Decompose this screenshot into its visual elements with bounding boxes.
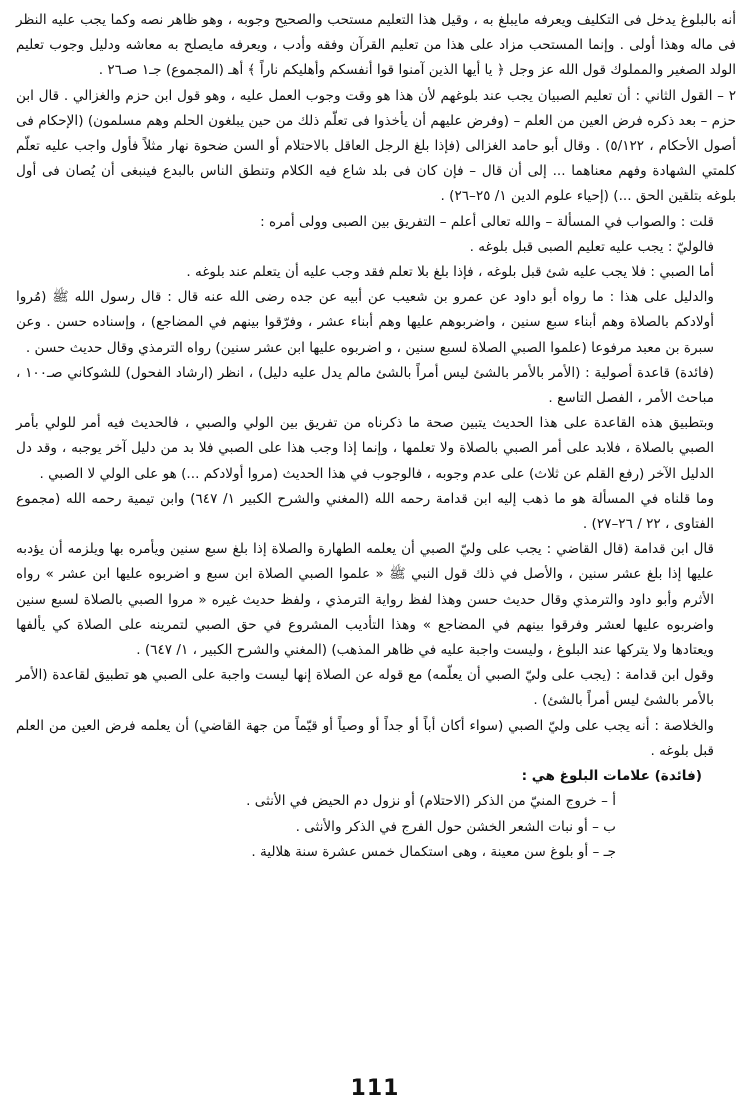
paragraph: أما الصبي : فلا يجب عليه شئ قبل بلوغه ، فإذا بلغ بلا تعلم فقد وجب عليه أن يتعلم عند بلوغه .	[186, 264, 714, 281]
paragraph: وبتطبيق هذه القاعدة على هذا الحديث يتبين صحة ما ذكرناه من تفريق بين الولي والصبي ، فالحديث فيه أمر للولي بأمر الصبي بالصلاة ، فلابد على أمر الصبي بالصلاة ولا تعلمها ، وإنما إذا وجب هذا على الصبي فلا بد من دليل آخر يوجبه ، وقد دل الدليل الآخر (رفع القلم عن ثلاث) على عدم وجوبه ، فالوجوب في هذا الحديث (مروا أولادكم ...) هو على الولي لا الصبي .	[16, 415, 714, 482]
puberty-signs-list	[16, 789, 736, 865]
section-heading: (فائدة) علامات البلوغ هي :	[521, 768, 702, 785]
paragraph: ٢ – القول الثاني : أن تعليم الصبيان يجب عند بلوغهم لأن هذا هو وقت وجوب العمل عليه ، وهو قول ابن حزم والغزالي . قال ابن حزم – بعد ذكره فرض العين من العلم – (وفرض عليهم أن يأخذوا فى تعلّم ذلك من حين يبلغون الحلم وهم مسلمون) (الإحكام فى أصول الأحكام ، ٥/١٢٢) . وقال أبو حامد الغزالى (فإذا بلغ الرجل العاقل بالاحتلام أو السن ضحوة نهار مثلاً فأول واجب عليه تعلّم كلمتي الشهادة وفهم معناهما ... إلى أن قال – فإن كان فى بلد شاع فيه الكلام وتنطق الناس بالبدع فينبغى أن يُصان فى أول بلوغه بتلقين الحق ...) (إحياء علوم الدين ١/ ٢٥–٢٦) .	[16, 87, 736, 205]
paragraph: (فائدة) قاعدة أصولية : (الأمر بالأمر بالشئ ليس أمراً بالشئ مالم يدل عليه دليل) ، انظر (ارشاد الفحول) للشوكاني صـ١٠٠ ، مباحث الأمر ، الفصل التاسع .	[16, 364, 714, 407]
paragraph: قال ابن قدامة (قال القاضي : يجب على وليّ الصبي أن يعلمه الطهارة والصلاة إذا بلغ سبع سنين ويأمره بها ويلزمه أن يؤدبه عليها إذا بلغ عشر سنين ، والأصل في ذلك قول النبي ﷺ « علموا الصبي الصلاة ابن سبع و اضربوه عليها ابن عشر » رواه الأثرم وأبو داود والترمذي وقال حديث حسن وهذا لفظ رواية الترمذي ، ولفظ حديث غيره « مروا الصبي بالصلاة لسبع سنين واضربوه عليها لعشر وفرقوا بينهم في المضاجع » وهذا التأديب المشروع في حق الصبي لتمرينه على الصلاة كي يألفها ويعتادها ولا يتركها عند البلوغ ، وليست واجبة عليه في ظاهر المذهب) (المغني والشرح الكبير ، ١/ ٦٤٧) .	[16, 541, 714, 659]
list-item: جـ – أو بلوغ سن معينة ، وهى استكمال خمس عشرة سنة هلالية .	[251, 843, 616, 860]
paragraph: قلت : والصواب في المسألة – والله تعالى أعلم – التفريق بين الصبى وولى أمره :	[260, 213, 714, 230]
page-number: 111	[350, 1076, 400, 1101]
list-item: أ – خروج المنيّ من الذكر (الاحتلام) أو نزول دم الحيض في الأنثى .	[246, 793, 616, 810]
paragraph: وقول ابن قدامة : (يجب على وليّ الصبي أن يعلّمه) مع قوله عن الصلاة إنها ليست واجبة على الصبي هو تطبيق لقاعدة (الأمر بالأمر بالشئ ليس أمراً بالشئ) .	[16, 667, 714, 709]
paragraph: وما قلناه في المسألة هو ما ذهب إليه ابن قدامة رحمه الله (المغني والشرح الكبير ١/ ٦٤٧) وابن تيمية رحمه الله (مجموع الفتاوى ، ٢٢ / ٢٦–٢٧) .	[16, 490, 715, 533]
paragraph: والخلاصة : أنه يجب على وليّ الصبي (سواء أكان أباً أو جداً أو وصياً أو قيّماً من جهة القاضي) أن يعلمه فرض العين من العلم قبل بلوغه .	[16, 717, 714, 759]
paragraph: والدليل على هذا : ما رواه أبو داود عن عمرو بن شعيب عن أبيه عن جده رضى الله عنه قال : قال رسول الله ﷺ (مُروا أولادكم بالصلاة وهم أبناء سبع سنين ، واضربوهم عليها وهم أبناء عشر ، وفرّقوا بينهم في المضاجع) ، وإسناده حسن . وعن سبرة بن معبد مرفوعا (علموا الصبي الصلاة لسبع سنين ، و اضربوه عليها ابن عشر سنين) رواه الترمذي وقال حديث حسن .	[16, 289, 714, 356]
list-item: ب – أو نبات الشعر الخشن حول الفرج في الذكر والأنثى .	[295, 818, 616, 835]
paragraph: فالوليّ : يجب عليه تعليم الصبى قبل بلوغه .	[469, 238, 714, 255]
paragraph: أنه بالبلوغ يدخل فى التكليف ويعرفه مايبلغ به ، وقيل هذا التعليم مستحب والصحيح وجوبه ، وهو ظاهر نصه وكما يجب عليه النظر فى ماله وهذا أولى . وإنما المستحب مزاد على هذا من تعليم القرآن وفقه وأدب ، ويعرفه مايصلح به معاشه ودليل وجوب تعليم الولد الصغير والمملوك قول الله عز وجل ﴿ يا أيها الذين آمنوا قوا أنفسكم وأهليكم ناراً ﴾ أهـ (المجموع) جـ١ صـ٢٦ .	[16, 12, 736, 79]
document-body	[16, 8, 736, 789]
